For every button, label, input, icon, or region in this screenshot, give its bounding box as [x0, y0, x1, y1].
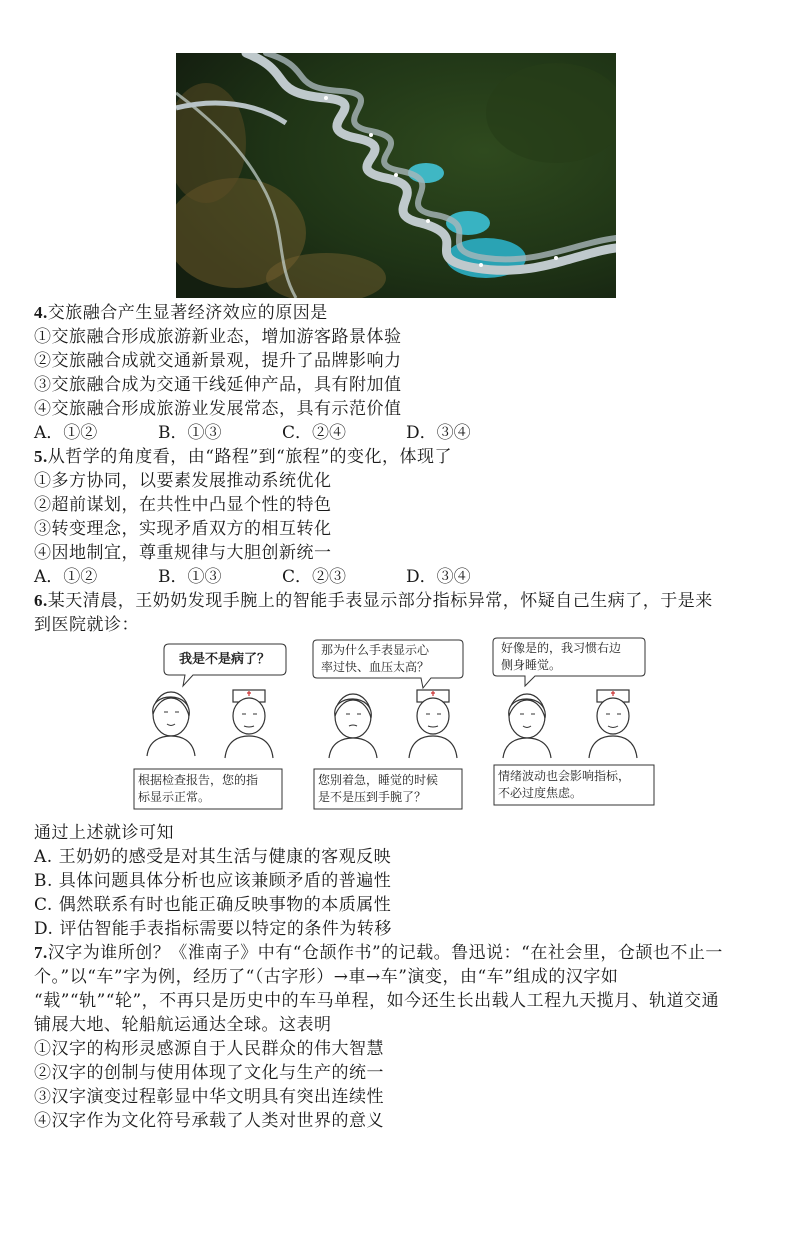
q4-item-2: ②交旅融合成就交通新景观，提升了品牌影响力 — [34, 351, 402, 371]
q7-stem-line1: 汉字为谁所创？《淮南子》中有“仓颉作书”的记载。鲁迅说：“在社会里，仓颉也不止一 — [47, 943, 723, 963]
q5-item-3: ③转变理念，实现矛盾双方的相互转化 — [34, 519, 332, 539]
aerial-winding-road-photo-icon — [176, 53, 616, 298]
q7-item-2: ②汉字的创制与使用体现了文化与生产的统一 — [34, 1063, 384, 1083]
q4-options — [34, 421, 514, 445]
q4-stem-text: 交旅融合产生显著经济效应的原因是 — [47, 303, 328, 323]
q6-choice-b[interactable]: B. 具体问题具体分析也应该兼顾矛盾的普遍性 — [34, 871, 392, 891]
q7-stem — [34, 941, 723, 965]
q5-item-2: ②超前谋划，在共性中凸显个性的特色 — [34, 495, 332, 515]
q6-stem-text: 某天清晨，王奶奶发现手腕上的智能手表显示部分指标异常，怀疑自己生病了，于是来 — [47, 591, 713, 611]
q5-item-4: ④因地制宜，尊重规律与大胆创新统一 — [34, 543, 332, 563]
q4-item-4: ④交旅融合形成旅游业发展常态，具有示范价值 — [34, 399, 402, 419]
panel2-box-line1: 您别着急，睡觉的时候 — [318, 773, 439, 787]
q7-item-1: ①汉字的构形灵感源自于人民群众的伟大智慧 — [34, 1039, 384, 1059]
q5-option-a[interactable]: A．①② — [34, 567, 98, 587]
q5-option-d[interactable]: D．③④ — [406, 567, 471, 587]
q7-stem-line3: “载”“轨”“轮”，不再只是历史中的车马单程，如今还生长出载人工程九天揽月、轨道交通 — [34, 991, 720, 1011]
q4-option-d[interactable]: D．③④ — [406, 423, 471, 443]
q6-choice-a[interactable]: A. 王奶奶的感受是对其生活与健康的客观反映 — [34, 847, 392, 867]
q5-option-c[interactable]: C．②③ — [282, 567, 347, 587]
q6-lead: 通过上述就诊可知 — [34, 823, 174, 843]
panel2-box-line2: 是不是压到手腕了？ — [318, 790, 427, 804]
q7-item-3: ③汉字演变过程彰显中华文明具有突出连续性 — [34, 1087, 384, 1107]
q4-number: 4. — [34, 303, 48, 322]
q5-option-b[interactable]: B．①③ — [158, 567, 222, 587]
q4-item-1: ①交旅融合形成旅游新业态，增加游客路景体验 — [34, 327, 402, 347]
panel2-bubble-line1: 那为什么手表显示心 — [321, 643, 430, 657]
clinic-comic — [131, 636, 667, 816]
q7-item-4: ④汉字作为文化符号承载了人类对世界的意义 — [34, 1111, 384, 1131]
panel3-box-line1: 情绪波动也会影响指标， — [498, 769, 631, 783]
q4-item-3: ③交旅融合成为交通干线延伸产品，具有附加值 — [34, 375, 402, 395]
q7-stem-line2: 个。”以“车”字为例，经历了“（古字形）→車→车”演变，由“车”组成的汉字如 — [34, 967, 619, 987]
q6-stem — [34, 589, 713, 613]
q6-choice-d[interactable]: D. 评估智能手表指标需要以特定的条件为转移 — [34, 919, 392, 939]
panel3-box-line2: 不必过度焦虑。 — [498, 786, 583, 800]
panel1-box-line1: 根据检查报告，您的指 — [138, 773, 259, 787]
q5-item-1: ①多方协同，以要素发展推动系统优化 — [34, 471, 332, 491]
comic-panel-3 — [491, 636, 667, 814]
q6-number: 6. — [34, 591, 48, 610]
q5-stem-text: 从哲学的角度看，由“路程”到“旅程”的变化，体现了 — [47, 447, 453, 467]
q4-option-a[interactable]: A．①② — [34, 423, 98, 443]
q4-stem — [34, 301, 328, 325]
q7-number: 7. — [34, 943, 48, 962]
q5-number: 5. — [34, 447, 48, 466]
aerial-road-photo — [176, 53, 616, 298]
panel1-box-line2: 标显示正常。 — [138, 790, 211, 804]
comic-panel-2 — [311, 636, 487, 814]
q5-stem — [34, 445, 452, 469]
panel2-bubble-line2: 率过快、血压太高？ — [321, 660, 430, 674]
panel1-bubble-text: 我是不是病了？ — [179, 652, 271, 667]
q4-option-b[interactable]: B．①③ — [158, 423, 222, 443]
comic-panel-1 — [131, 636, 307, 814]
q6-choice-c[interactable]: C. 偶然联系有时也能正确反映事物的本质属性 — [34, 895, 392, 915]
q7-stem-line4: 铺展大地、轮船航运通达全球。这表明 — [34, 1015, 332, 1035]
q4-option-c[interactable]: C．②④ — [282, 423, 347, 443]
panel3-bubble-line1: 好像是的，我习惯右边 — [501, 641, 622, 655]
q5-options — [34, 565, 514, 589]
q6-stem-line2: 到医院就诊： — [34, 615, 139, 635]
panel3-bubble-line2: 侧身睡觉。 — [501, 658, 562, 672]
